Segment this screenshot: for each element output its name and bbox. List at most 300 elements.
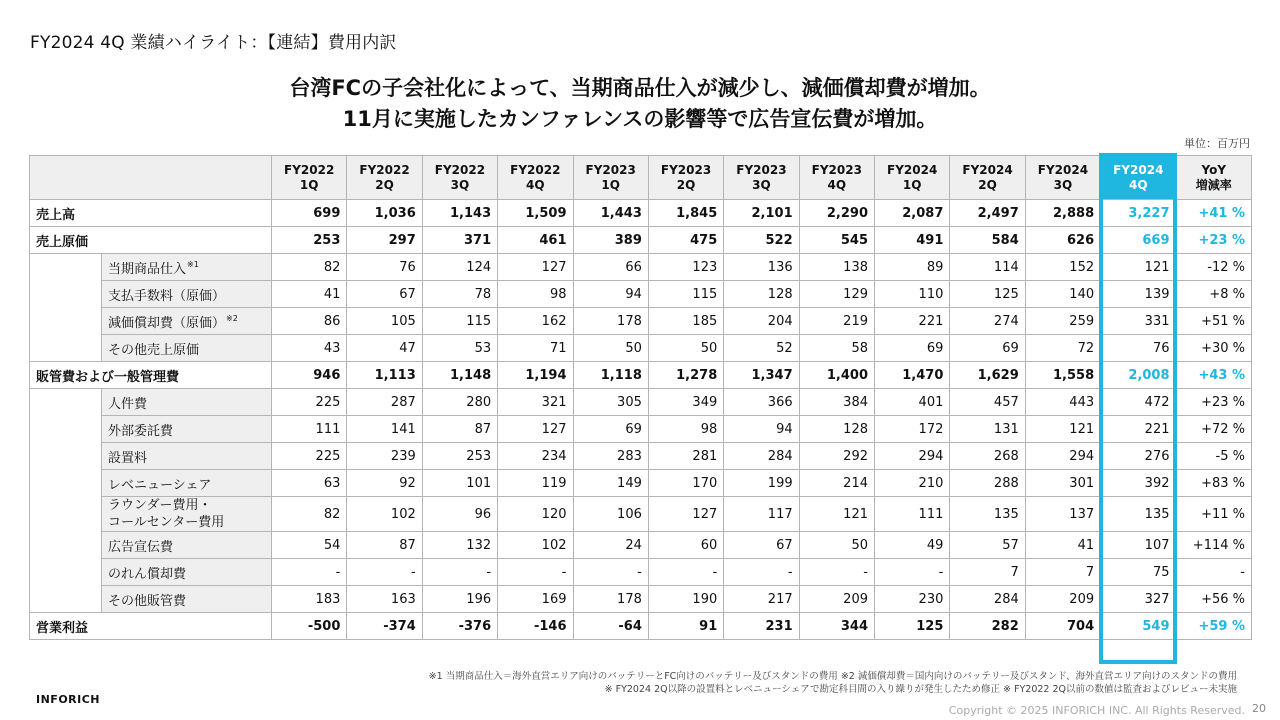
value-cell: 1,845	[648, 200, 723, 227]
column-header-line-1: FY2024	[887, 162, 938, 177]
value-cell: 170	[648, 470, 723, 497]
value-cell: 87	[422, 416, 497, 443]
value-cell: 457	[950, 389, 1025, 416]
value-cell: 327	[1101, 586, 1176, 613]
column-header	[648, 156, 723, 200]
value-cell: 67	[347, 281, 422, 308]
value-cell: 366	[724, 389, 799, 416]
value-cell: 135	[1101, 497, 1176, 532]
row-label-text: 支払手数料（原価）	[108, 288, 226, 304]
value-cell: 401	[875, 389, 950, 416]
value-cell: 699	[272, 200, 347, 227]
table-row	[30, 200, 1252, 227]
value-cell: 225	[272, 389, 347, 416]
column-header	[950, 156, 1025, 200]
value-cell: 69	[875, 335, 950, 362]
value-cell: 259	[1025, 308, 1100, 335]
value-cell: 225	[272, 443, 347, 470]
value-cell: 2,087	[875, 200, 950, 227]
value-cell: 54	[272, 532, 347, 559]
value-cell: 162	[498, 308, 573, 335]
column-header-line-1: FY2022	[434, 162, 486, 177]
value-cell: 297	[347, 227, 422, 254]
row-label-text: 売上高	[36, 207, 76, 223]
value-cell: 7	[950, 559, 1025, 586]
value-cell: 2,101	[724, 200, 799, 227]
value-cell: 127	[498, 416, 573, 443]
column-header	[1176, 156, 1252, 200]
value-cell: 120	[498, 497, 573, 532]
value-cell: 50	[573, 335, 648, 362]
value-cell: 282	[950, 613, 1025, 640]
table-row	[30, 281, 1252, 308]
footnote-marker: ※2	[226, 313, 238, 323]
yoy-cell: -12 %	[1176, 254, 1252, 281]
value-cell: 344	[799, 613, 874, 640]
value-cell: 321	[498, 389, 573, 416]
value-cell: -	[724, 559, 799, 586]
row-label-text: 営業利益	[36, 620, 89, 636]
value-cell: -	[875, 559, 950, 586]
column-header-line-1: FY2022	[284, 162, 335, 177]
row-label	[102, 443, 272, 470]
row-label-text: 広告宣伝費	[108, 539, 174, 555]
value-cell: 76	[347, 254, 422, 281]
value-cell: 123	[648, 254, 723, 281]
value-cell: 121	[1101, 254, 1176, 281]
value-cell: 94	[724, 416, 799, 443]
value-cell: 149	[573, 470, 648, 497]
row-label-text: ラウンダー費用・	[108, 498, 212, 513]
value-cell: 1,629	[950, 362, 1025, 389]
value-cell: 178	[573, 586, 648, 613]
yoy-cell: -	[1176, 559, 1252, 586]
column-header-line-1: YoY	[1201, 162, 1227, 177]
value-cell: 47	[347, 335, 422, 362]
value-cell: 384	[799, 389, 874, 416]
row-label-text: のれん償却費	[108, 566, 187, 582]
value-cell: 135	[950, 497, 1025, 532]
value-cell: 274	[950, 308, 1025, 335]
yoy-cell: +56 %	[1176, 586, 1252, 613]
value-cell: 584	[950, 227, 1025, 254]
row-label-text: レベニューシェア	[108, 477, 212, 493]
value-cell: 102	[347, 497, 422, 532]
row-label	[30, 227, 272, 254]
value-cell: 280	[422, 389, 497, 416]
value-cell: -500	[272, 613, 347, 640]
yoy-cell: +43 %	[1176, 362, 1252, 389]
row-label	[102, 559, 272, 586]
value-cell: 1,347	[724, 362, 799, 389]
value-cell: 294	[875, 443, 950, 470]
row-label	[102, 586, 272, 613]
row-label	[30, 200, 272, 227]
value-cell: -	[648, 559, 723, 586]
table-row	[30, 613, 1252, 640]
column-header	[724, 156, 799, 200]
value-cell: 139	[1101, 281, 1176, 308]
column-header-line-2: 増減率	[1195, 177, 1232, 192]
yoy-cell: +23 %	[1176, 389, 1252, 416]
value-cell: 276	[1101, 443, 1176, 470]
value-cell: 230	[875, 586, 950, 613]
value-cell: 127	[498, 254, 573, 281]
value-cell: 50	[648, 335, 723, 362]
value-cell: 49	[875, 532, 950, 559]
value-cell: 169	[498, 586, 573, 613]
column-header-line-2: 2Q	[978, 177, 997, 192]
value-cell: 125	[875, 613, 950, 640]
column-header-line-2: 1Q	[601, 177, 620, 192]
value-cell: 121	[1025, 416, 1100, 443]
value-cell: 132	[422, 532, 497, 559]
table-row	[30, 389, 1252, 416]
row-label-text: 当期商品仕入	[108, 261, 187, 277]
row-label	[102, 497, 272, 532]
value-cell: 292	[799, 443, 874, 470]
column-header	[799, 156, 874, 200]
value-cell: 92	[347, 470, 422, 497]
table-row	[30, 443, 1252, 470]
value-cell: 137	[1025, 497, 1100, 532]
value-cell: -376	[422, 613, 497, 640]
value-cell: 283	[573, 443, 648, 470]
row-label-text: 人件費	[108, 396, 148, 412]
value-cell: 1,509	[498, 200, 573, 227]
unit-label: 単位：百万円	[1184, 137, 1250, 150]
value-cell: 178	[573, 308, 648, 335]
value-cell: -	[347, 559, 422, 586]
value-cell: 69	[573, 416, 648, 443]
table-row	[30, 227, 1252, 254]
copyright: Copyright © 2025 INFORICH INC. All Rights Reserved.	[948, 704, 1245, 717]
row-label	[102, 308, 272, 335]
value-cell: 392	[1101, 470, 1176, 497]
value-cell: 63	[272, 470, 347, 497]
column-header-line-1: FY2024	[962, 162, 1013, 177]
value-cell: 1,400	[799, 362, 874, 389]
value-cell: 371	[422, 227, 497, 254]
footnote-line-1: ※1 当期商品仕入＝海外直営エリア向けのバッテリーとFC向けのバッテリー及びスタンドの費用 ※2 減価償却費＝国内向けのバッテリー及びスタンド、海外直営エリア向けのスタンドの費用	[428, 671, 1237, 682]
column-header-line-1: FY2023	[660, 162, 712, 177]
value-cell: 7	[1025, 559, 1100, 586]
row-label	[102, 416, 272, 443]
yoy-cell: +114 %	[1176, 532, 1252, 559]
value-cell: 475	[648, 227, 723, 254]
row-label	[102, 470, 272, 497]
value-cell: 549	[1101, 613, 1176, 640]
table-row	[30, 586, 1252, 613]
row-label	[30, 613, 272, 640]
value-cell: 121	[799, 497, 874, 532]
table-row	[30, 308, 1252, 335]
column-header	[347, 156, 422, 200]
value-cell: 946	[272, 362, 347, 389]
table-row	[30, 416, 1252, 443]
value-cell: 1,148	[422, 362, 497, 389]
row-label-text: その他売上原価	[108, 342, 200, 358]
slide-title: FY2024 4Q 業績ハイライト：【連結】費用内訳	[30, 33, 397, 53]
value-cell: 43	[272, 335, 347, 362]
column-header-line-2: 4Q	[827, 177, 847, 192]
table-row	[30, 362, 1252, 389]
value-cell: 72	[1025, 335, 1100, 362]
value-cell: 98	[498, 281, 573, 308]
header-corner	[30, 156, 272, 200]
value-cell: 349	[648, 389, 723, 416]
column-header-line-2: 3Q	[450, 177, 470, 192]
value-cell: 140	[1025, 281, 1100, 308]
value-cell: 75	[1101, 559, 1176, 586]
page-number: 20	[1252, 702, 1266, 715]
value-cell: 2,290	[799, 200, 874, 227]
company-logo: INFORICH	[36, 693, 101, 706]
value-cell: 231	[724, 613, 799, 640]
value-cell: 461	[498, 227, 573, 254]
value-cell: 41	[272, 281, 347, 308]
value-cell: 67	[724, 532, 799, 559]
value-cell: 209	[799, 586, 874, 613]
column-header-line-2: 1Q	[299, 177, 319, 192]
value-cell: 196	[422, 586, 497, 613]
value-cell: 305	[573, 389, 648, 416]
column-header-line-1: FY2023	[811, 162, 862, 177]
column-header-line-1: FY2022	[359, 162, 410, 177]
footnote-line-2: ※ FY2024 2Q以降の設置料とレベニューシェアで勘定科目間の入り繰りが発生したため修正 ※ FY2022 2Q以前の数値は監査およびレビュー未実施	[604, 684, 1237, 695]
column-header-line-2: 1Q	[902, 177, 922, 192]
value-cell: 124	[422, 254, 497, 281]
value-cell: 172	[875, 416, 950, 443]
value-cell: -	[799, 559, 874, 586]
value-cell: 389	[573, 227, 648, 254]
value-cell: 204	[724, 308, 799, 335]
value-cell: 491	[875, 227, 950, 254]
value-cell: 24	[573, 532, 648, 559]
value-cell: 1,194	[498, 362, 573, 389]
table-row	[30, 497, 1252, 532]
row-label-text-line-2: コールセンター費用	[108, 515, 225, 530]
column-header	[272, 156, 347, 200]
value-cell: -146	[498, 613, 573, 640]
value-cell: 1,143	[422, 200, 497, 227]
value-cell: 190	[648, 586, 723, 613]
value-cell: 217	[724, 586, 799, 613]
value-cell: 221	[1101, 416, 1176, 443]
column-header	[573, 156, 648, 200]
value-cell: 287	[347, 389, 422, 416]
value-cell: 284	[950, 586, 1025, 613]
value-cell: 60	[648, 532, 723, 559]
headline-line-2: 11月に実施したカンファレンスの影響等で広告宣伝費が増加。	[342, 107, 938, 131]
value-cell: 1,470	[875, 362, 950, 389]
value-cell: 1,278	[648, 362, 723, 389]
row-label-text: 販管費および一般管理費	[36, 369, 180, 385]
value-cell: 41	[1025, 532, 1100, 559]
value-cell: 284	[724, 443, 799, 470]
value-cell: 107	[1101, 532, 1176, 559]
value-cell: 125	[950, 281, 1025, 308]
yoy-cell: +83 %	[1176, 470, 1252, 497]
column-header-line-1: FY2022	[510, 162, 561, 177]
value-cell: 141	[347, 416, 422, 443]
yoy-cell: +30 %	[1176, 335, 1252, 362]
value-cell: 119	[498, 470, 573, 497]
value-cell: 253	[272, 227, 347, 254]
value-cell: 86	[272, 308, 347, 335]
value-cell: -374	[347, 613, 422, 640]
value-cell: 210	[875, 470, 950, 497]
headline-line-1: 台湾FCの子会社化によって、当期商品仕入が減少し、減価償却費が増加。	[289, 76, 991, 100]
indent-cell	[30, 254, 102, 362]
column-header-line-2: 3Q	[752, 177, 771, 192]
value-cell: 221	[875, 308, 950, 335]
value-cell: 50	[799, 532, 874, 559]
yoy-cell: +8 %	[1176, 281, 1252, 308]
value-cell: 94	[573, 281, 648, 308]
column-header	[422, 156, 497, 200]
value-cell: 114	[950, 254, 1025, 281]
value-cell: 111	[875, 497, 950, 532]
value-cell: 219	[799, 308, 874, 335]
value-cell: 209	[1025, 586, 1100, 613]
value-cell: -	[272, 559, 347, 586]
yoy-cell: -5 %	[1176, 443, 1252, 470]
value-cell: 53	[422, 335, 497, 362]
value-cell: -64	[573, 613, 648, 640]
yoy-cell: +41 %	[1176, 200, 1252, 227]
column-header-line-2: 2Q	[375, 177, 394, 192]
value-cell: 626	[1025, 227, 1100, 254]
value-cell: 87	[347, 532, 422, 559]
value-cell: 115	[648, 281, 723, 308]
value-cell: 281	[648, 443, 723, 470]
value-cell: 78	[422, 281, 497, 308]
value-cell: 106	[573, 497, 648, 532]
value-cell: 52	[724, 335, 799, 362]
yoy-cell: +59 %	[1176, 613, 1252, 640]
column-header-line-1: FY2023	[585, 162, 636, 177]
value-cell: 152	[1025, 254, 1100, 281]
expense-breakdown-table	[29, 155, 1252, 640]
value-cell: 98	[648, 416, 723, 443]
column-header-line-2: 4Q	[1129, 177, 1148, 192]
table-row	[30, 559, 1252, 586]
value-cell: 2,888	[1025, 200, 1100, 227]
column-header-line-1: FY2024	[1113, 162, 1164, 177]
value-cell: 294	[1025, 443, 1100, 470]
value-cell: 704	[1025, 613, 1100, 640]
value-cell: 66	[573, 254, 648, 281]
row-label-text: その他販管費	[108, 593, 187, 609]
column-header-line-2: 2Q	[676, 177, 696, 192]
value-cell: 545	[799, 227, 874, 254]
value-cell: 3,227	[1101, 200, 1176, 227]
yoy-cell: +11 %	[1176, 497, 1252, 532]
table-row	[30, 470, 1252, 497]
value-cell: 2,008	[1101, 362, 1176, 389]
value-cell: 76	[1101, 335, 1176, 362]
row-label	[102, 532, 272, 559]
value-cell: 111	[272, 416, 347, 443]
value-cell: 115	[422, 308, 497, 335]
value-cell: 96	[422, 497, 497, 532]
value-cell: 268	[950, 443, 1025, 470]
value-cell: 199	[724, 470, 799, 497]
value-cell: 102	[498, 532, 573, 559]
column-header	[1025, 156, 1100, 200]
value-cell: 443	[1025, 389, 1100, 416]
value-cell: 183	[272, 586, 347, 613]
footnote-marker: ※1	[187, 259, 199, 269]
value-cell: 131	[950, 416, 1025, 443]
table-row	[30, 254, 1252, 281]
value-cell: 101	[422, 470, 497, 497]
value-cell: -	[573, 559, 648, 586]
value-cell: 214	[799, 470, 874, 497]
yoy-cell: +72 %	[1176, 416, 1252, 443]
column-header-line-1: FY2023	[736, 162, 787, 177]
value-cell: 472	[1101, 389, 1176, 416]
value-cell: 105	[347, 308, 422, 335]
row-label	[102, 281, 272, 308]
column-header	[1101, 156, 1176, 200]
value-cell: 117	[724, 497, 799, 532]
value-cell: 82	[272, 254, 347, 281]
row-label	[102, 389, 272, 416]
table-row	[30, 532, 1252, 559]
row-label	[30, 362, 272, 389]
value-cell: 138	[799, 254, 874, 281]
value-cell: 234	[498, 443, 573, 470]
value-cell: 1,558	[1025, 362, 1100, 389]
value-cell: 57	[950, 532, 1025, 559]
value-cell: 1,113	[347, 362, 422, 389]
value-cell: 185	[648, 308, 723, 335]
value-cell: 127	[648, 497, 723, 532]
value-cell: 331	[1101, 308, 1176, 335]
value-cell: 110	[875, 281, 950, 308]
value-cell: 91	[648, 613, 723, 640]
value-cell: 288	[950, 470, 1025, 497]
value-cell: 1,443	[573, 200, 648, 227]
footnotes	[429, 670, 1237, 696]
value-cell: 128	[799, 416, 874, 443]
value-cell: 522	[724, 227, 799, 254]
value-cell: 82	[272, 497, 347, 532]
value-cell: 128	[724, 281, 799, 308]
value-cell: 136	[724, 254, 799, 281]
row-label	[102, 335, 272, 362]
table-header-row	[30, 156, 1252, 200]
value-cell: 1,118	[573, 362, 648, 389]
value-cell: 129	[799, 281, 874, 308]
column-header-line-1: FY2024	[1037, 162, 1089, 177]
row-label-text: 設置料	[108, 450, 148, 466]
value-cell: 669	[1101, 227, 1176, 254]
column-header-line-2: 4Q	[526, 177, 545, 192]
value-cell: 71	[498, 335, 573, 362]
yoy-cell: +51 %	[1176, 308, 1252, 335]
value-cell: 253	[422, 443, 497, 470]
yoy-cell: +23 %	[1176, 227, 1252, 254]
value-cell: 239	[347, 443, 422, 470]
indent-cell	[30, 389, 102, 613]
column-header	[875, 156, 950, 200]
value-cell: 301	[1025, 470, 1100, 497]
value-cell: 69	[950, 335, 1025, 362]
value-cell: 163	[347, 586, 422, 613]
